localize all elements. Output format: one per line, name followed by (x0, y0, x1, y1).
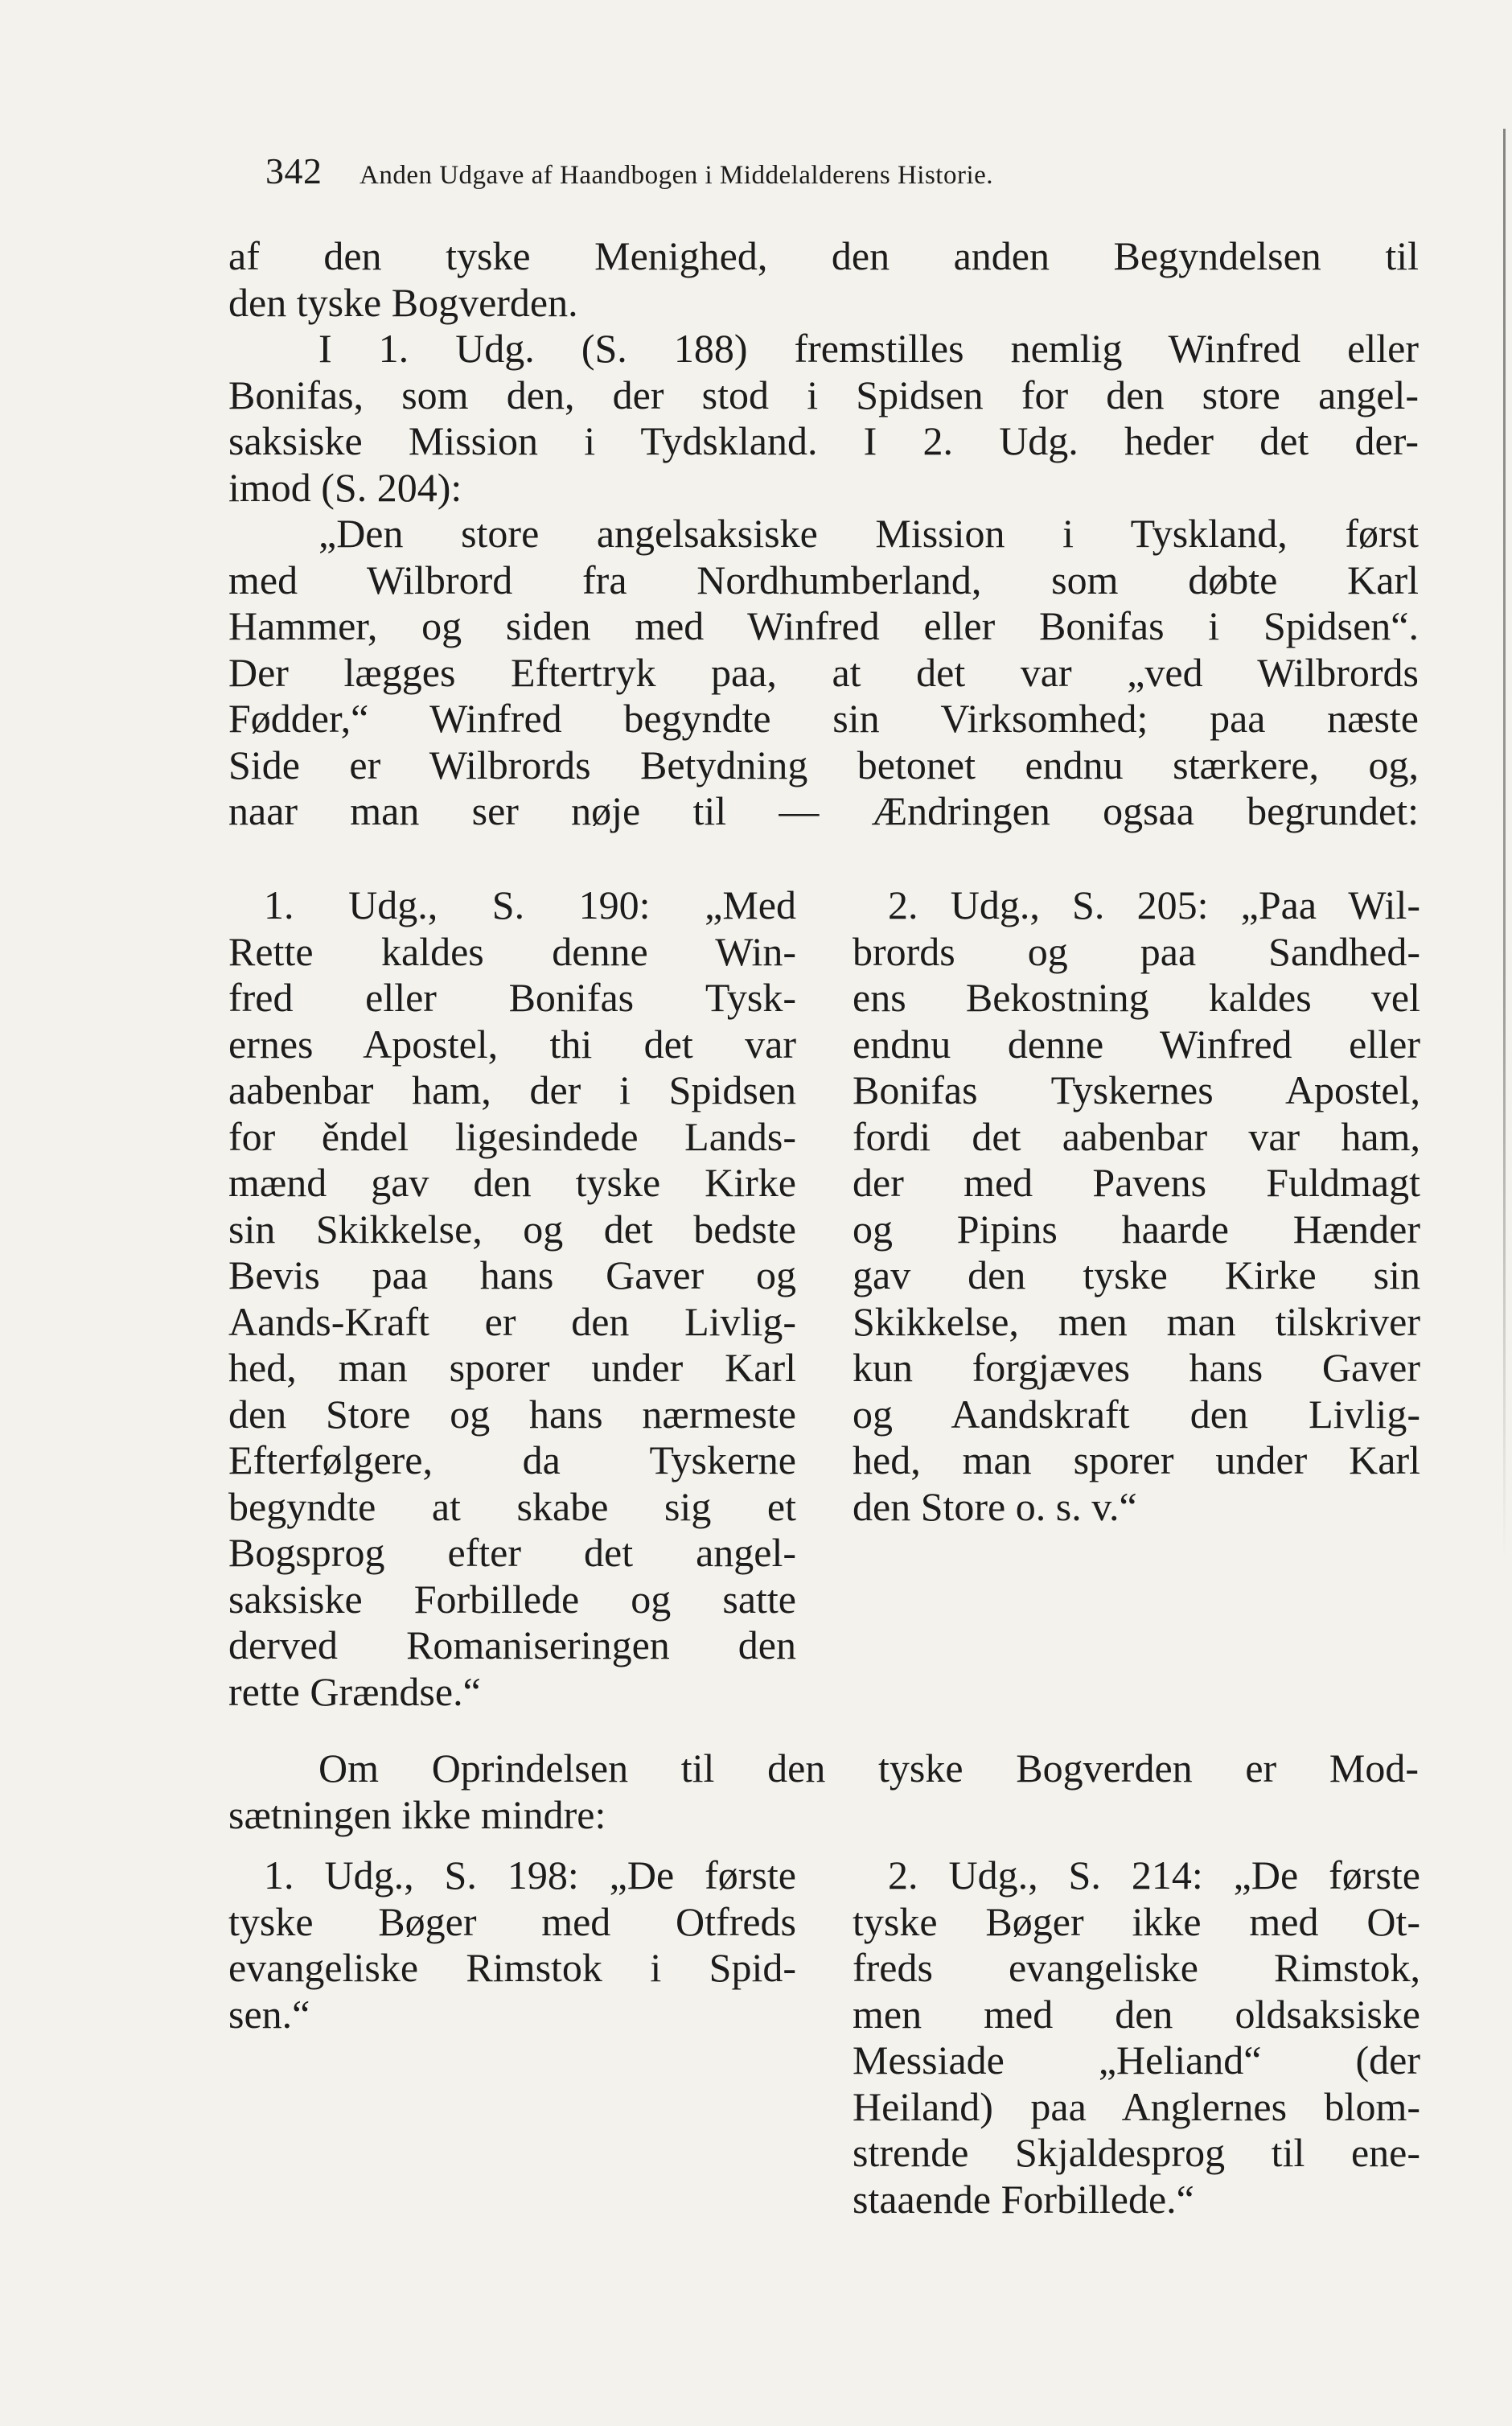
page-number: 342 (265, 150, 323, 191)
text-line: og Pipins haarde Hænder (853, 1206, 1420, 1252)
text-line: hed, man sporer under Karl (228, 1345, 796, 1390)
text-line: Side er Wilbrords Betydning betonet endnu stærkere, og, (228, 742, 1419, 787)
text-line: Skikkelse, men man tilskriver (853, 1298, 1420, 1344)
middle-paragraph (228, 1745, 1419, 1838)
text-line: men med den oldsaksiske (853, 1991, 1420, 2037)
text-line: kun forgjæves hans Gaver (853, 1345, 1420, 1390)
page-edge-shadow (1503, 129, 1506, 1560)
text-line: ernes Apostel, thi det var (228, 1021, 796, 1067)
text-line: der med Pavens Fuldmagt (853, 1160, 1420, 1205)
text-line: tyske Bøger ikke med Ot- (853, 1898, 1420, 1944)
comparison-1-left-column (228, 882, 796, 1715)
text-line: saksiske Forbillede og satte (228, 1576, 796, 1622)
text-line: endnu denne Winfred eller (853, 1021, 1420, 1067)
running-title: Anden Udgave af Haandbogen i Middelalderens Historie. (360, 161, 994, 190)
text-line: fordi det aabenbar var ham, (853, 1113, 1420, 1159)
text-line: derved Romaniseringen den (228, 1622, 796, 1667)
text-line: Messiade „Heliand“ (der (853, 2037, 1420, 2083)
text-line: for ěndel ligesindede Lands- (228, 1113, 796, 1159)
text-line: med Wilbrord fra Nordhumberland, som døbte Karl (228, 557, 1419, 602)
intro-paragraph (228, 233, 1419, 835)
text-line: Hammer, og siden med Winfred eller Bonifas i Spidsen“. (228, 603, 1419, 648)
text-line: naar man ser nøje til — Ændringen ogsaa begrundet: (228, 788, 1419, 833)
text-line: Heiland) paa Anglernes blom- (853, 2083, 1420, 2129)
text-line: 1. Udg., S. 198: „De første (264, 1852, 796, 1898)
comparison-2-right-column (853, 1852, 1420, 2222)
text-line: den tyske Bogverden. (228, 279, 578, 325)
text-line: I 1. Udg. (S. 188) fremstilles nemlig Winfred eller (318, 326, 1419, 371)
text-line: „Den store angelsaksiske Mission i Tyskland, først (318, 511, 1419, 556)
text-line: begyndte at skabe sig et (228, 1483, 796, 1529)
text-line: Rette kaldes denne Win- (228, 928, 796, 974)
text-line: hed, man sporer under Karl (853, 1437, 1420, 1482)
text-line: Der lægges Eftertryk paa, at det var „ved Wilbrords (228, 649, 1419, 695)
text-line: den Store og hans nærmeste (228, 1391, 796, 1437)
text-line: saksiske Mission i Tydskland. I 2. Udg. heder det der- (228, 418, 1419, 463)
text-line: Bonifas Tyskernes Apostel, (853, 1067, 1420, 1112)
running-header (265, 150, 1311, 192)
text-line: 1. Udg., S. 190: „Med (264, 882, 796, 927)
text-line: Bonifas, som den, der stod i Spidsen for den store angel- (228, 372, 1419, 417)
text-line: ens Bekostning kaldes vel (853, 975, 1420, 1020)
text-line: rette Grændse.“ (228, 1668, 481, 1714)
text-line: Efterfølgere, da Tyskerne (228, 1437, 796, 1482)
text-line: Bogsprog efter det angel- (228, 1530, 796, 1575)
text-line: sætningen ikke mindre: (228, 1791, 606, 1837)
text-line: 2. Udg., S. 205: „Paa Wil- (888, 882, 1420, 927)
text-line: aabenbar ham, der i Spidsen (228, 1067, 796, 1112)
text-line: sen.“ (228, 1991, 310, 2037)
text-line: og Aandskraft den Livlig- (853, 1391, 1420, 1437)
text-line: strende Skjaldesprog til ene- (853, 2130, 1420, 2175)
text-line: Bevis paa hans Gaver og (228, 1252, 796, 1297)
text-line: Fødder,“ Winfred begyndte sin Virksomhed; paa næste (228, 696, 1419, 741)
text-line: Om Oprindelsen til den tyske Bogverden er Mod- (318, 1745, 1419, 1791)
comparison-2-left-column (228, 1852, 796, 2037)
text-line: mænd gav den tyske Kirke (228, 1160, 796, 1205)
text-line: brords og paa Sandhed- (853, 928, 1420, 974)
text-line: Aands-Kraft er den Livlig- (228, 1298, 796, 1344)
comparison-1-right-column (853, 882, 1420, 1530)
text-line: sin Skikkelse, og det bedste (228, 1206, 796, 1252)
text-line: fred eller Bonifas Tysk- (228, 975, 796, 1020)
text-line: evangeliske Rimstok i Spid- (228, 1945, 796, 1990)
text-line: den Store o. s. v.“ (853, 1483, 1137, 1529)
text-line: af den tyske Menighed, den anden Begyndelsen til (228, 233, 1419, 278)
text-line: imod (S. 204): (228, 464, 462, 510)
text-line: tyske Bøger med Otfreds (228, 1898, 796, 1944)
text-line: gav den tyske Kirke sin (853, 1252, 1420, 1297)
text-line: 2. Udg., S. 214: „De første (888, 1852, 1420, 1898)
text-line: staaende Forbillede.“ (853, 2176, 1194, 2222)
text-line: freds evangeliske Rimstok, (853, 1945, 1420, 1990)
